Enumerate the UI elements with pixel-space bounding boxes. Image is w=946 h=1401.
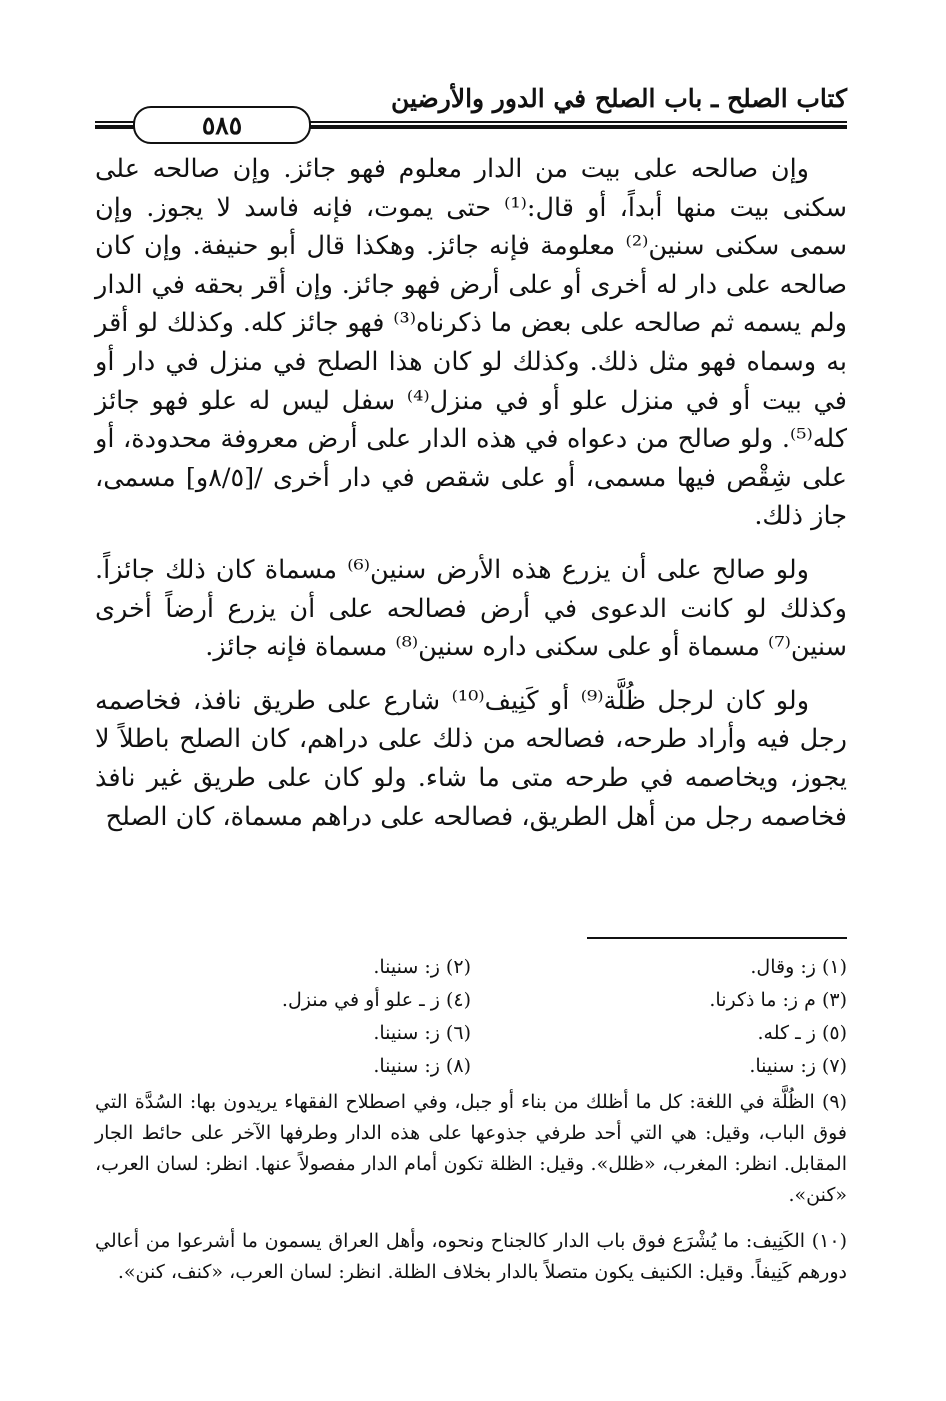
paragraph-1-text: وإن صالحه على بيت من الدار معلوم فهو جائز. وإن صالحه على سكنى بيت منها أبداً، أو قال:⁽¹⁾ حتى يموت، فإنه فاسد لا يجوز. وإن سمى سكنى سنين⁽²⁾ معلومة فإنه جائز. وهكذا قال أبو حنيفة. وإن كان صالحه على دار له أخرى أو على أرض فهو جائز. وإن أقر بحقه في الدار ولم يسمه ثم صالحه على بعض ما ذكرناه⁽³⁾ فهو جائز كله. وكذلك لو أقر به وسماه فهو مثل ذلك. وكذلك لو كان هذا الصلح في منزل في دار أو في بيت أو في منزل علو أو في منزل⁽⁴⁾ سفل ليس له علو فهو جائز كله⁽⁵⁾. ولو صالح من دعواه في هذه الدار على أرض معروفة محدودة، أو على شِقْص فيها مسمى، أو على شقص في دار أخرى /[٨/٥و] مسمى، جاز ذلك. <box>95 154 848 532</box>
footnote-1: (١) ز: وقال. <box>750 956 847 978</box>
paragraph-2 <box>95 551 847 667</box>
footnote-10: (١٠) الكَنِيف: ما يُشْرَع فوق باب الدار كالجناح ونحوه، وأهل العراق يسمون ما أشرعوا من أعالي دورهم كَنِيفاً. وقيل: الكنيف يكون متصلاً بالدار بخلاف الظلة. انظر: لسان العرب، «كنف، كنن». <box>95 1230 847 1283</box>
paragraph-2-text: ولو صالح على أن يزرع هذه الأرض سنين⁽⁶⁾ مسماة كان ذلك جائزاً. وكذلك لو كانت الدعوى في أرض فصالحه على أن يزرع أرضاً أخرى سنين⁽⁷⁾ مسماة أو على سكنى داره سنين⁽⁸⁾ مسماة فإنه جائز. <box>95 554 847 663</box>
running-title: كتاب الصلح ـ باب الصلح في الدور والأرضين <box>390 84 847 113</box>
page-number: ٥٨٥ <box>133 106 311 144</box>
main-text <box>95 150 847 836</box>
footnotes-short <box>95 952 847 1082</box>
footnote-3: (٣) م ز: ما ذكرنا. <box>709 989 847 1011</box>
footnote-2: (٢) ز: سنينا. <box>373 956 471 978</box>
running-header <box>95 80 847 140</box>
footnote-5: (٥) ز ـ كله. <box>757 1022 847 1044</box>
paragraph-3-text: ولو كان لرجل ظُلَّة⁽⁹⁾ أو كَنِيف⁽¹⁰⁾ شارع على طريق نافذ، فخاصمه رجل فيه وأراد طرحه، فصالحه من ذلك على دراهم، كان الصلح باطلاً لا يجوز، ويخاصمه في طرحه متى ما شاء. ولو كان على طريق غير نافذ فخاصمه رجل من أهل الطريق، فصالحه على دراهم مسماة، كان الصلح <box>95 685 847 832</box>
footnote-9: (٩) الظُلَّة في اللغة: كل ما أظلك من بناء أو جبل، وفي اصطلاح الفقهاء يريدون بها: السُدَّة التي فوق الباب، وقيل: هي التي أحد طرفي جذوعها على هذه الدار وطرفها الآخر على حائط الجار المقابل. انظر: المغرب، «ظلل». وقيل: الظلة تكون أمام الدار مفصولاً عنها. انظر: لسان العرب، «كنن». <box>95 1091 847 1206</box>
footnote-7: (٧) ز: سنينا. <box>749 1055 847 1077</box>
footnote-separator <box>587 937 847 939</box>
footnote-4: (٤) ز ـ علو أو في منزل. <box>281 989 471 1011</box>
footnote-6: (٦) ز: سنينا. <box>373 1022 471 1044</box>
paragraph-1 <box>95 150 847 536</box>
paragraph-3 <box>95 682 847 836</box>
footnote-8: (٨) ز: سنينا. <box>373 1055 471 1077</box>
